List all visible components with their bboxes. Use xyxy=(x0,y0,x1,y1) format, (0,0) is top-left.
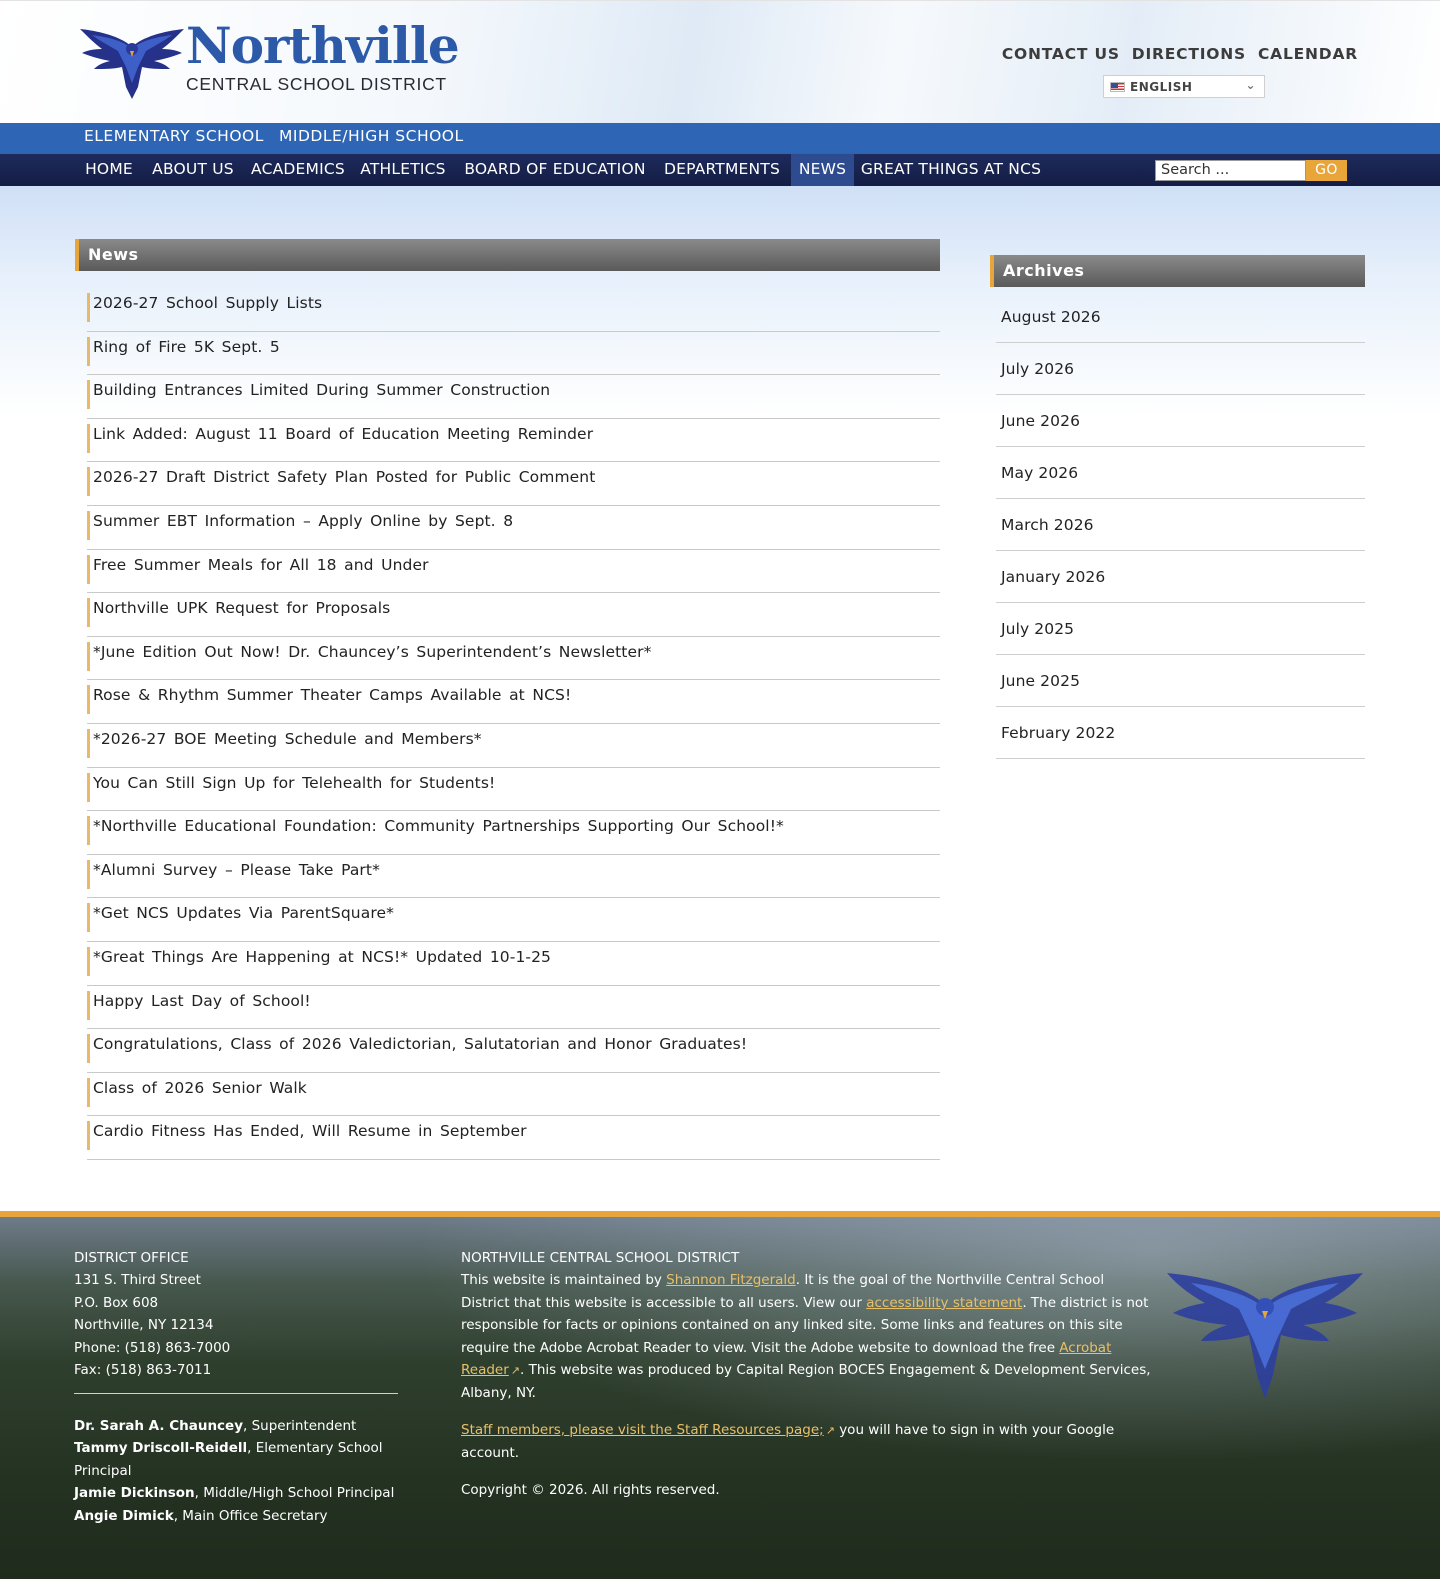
news-link[interactable]: 2026-27 Draft District Safety Plan Posted for Public Comment xyxy=(93,468,596,487)
eagle-logo-icon xyxy=(78,27,186,101)
office-po-box: P.O. Box 608 xyxy=(74,1294,159,1311)
news-link[interactable]: Rose & Rhythm Summer Theater Camps Available at NCS! xyxy=(93,686,572,705)
news-item[interactable] xyxy=(87,375,940,419)
chevron-down-icon: ⌄ xyxy=(1245,78,1256,92)
office-city: Northville, NY 12134 xyxy=(74,1317,214,1334)
contact-us-link[interactable]: CONTACT US xyxy=(1001,45,1120,63)
news-heading: News xyxy=(75,239,940,271)
calendar-link[interactable]: CALENDAR xyxy=(1257,45,1358,63)
staff-name: Angie Dimick xyxy=(74,1507,174,1524)
news-link[interactable]: Happy Last Day of School! xyxy=(93,991,311,1010)
news-link[interactable]: Congratulations, Class of 2026 Valedictorian, Salutatorian and Honor Graduates! xyxy=(93,1035,748,1054)
district-logo[interactable] xyxy=(78,16,459,103)
archive-link[interactable]: May 2026 xyxy=(1001,464,1079,482)
search-input[interactable]: Search ... xyxy=(1155,160,1306,181)
news-item[interactable] xyxy=(87,462,940,506)
staff-name: Jamie Dickinson xyxy=(74,1485,195,1502)
archive-item[interactable] xyxy=(996,499,1365,551)
utility-links xyxy=(1002,45,1358,63)
archive-item[interactable] xyxy=(996,603,1365,655)
news-item[interactable] xyxy=(87,724,940,768)
acrobat-link-label: Acrobat Reader xyxy=(461,1339,1112,1379)
archive-item[interactable] xyxy=(996,291,1365,343)
staff-name: Dr. Sarah A. Chauncey xyxy=(74,1418,244,1434)
archives-list xyxy=(996,291,1365,759)
news-item[interactable] xyxy=(87,288,940,332)
archive-link[interactable]: June 2026 xyxy=(1001,412,1081,430)
staff-link-label: Staff members, please visit the Staff Resources page; xyxy=(461,1421,824,1438)
nav-item-about-us[interactable]: ABOUT US xyxy=(152,160,234,178)
office-title: DISTRICT OFFICE xyxy=(74,1250,189,1266)
archive-link[interactable]: July 2025 xyxy=(1001,620,1075,638)
external-link-icon: ↗ xyxy=(510,1364,520,1378)
statement-text: . This website was produced by Capital Region BOCES Engagement & Development Services, Albany, NY. xyxy=(461,1362,1151,1402)
staff-role: , Superintendent xyxy=(243,1418,357,1434)
archive-link[interactable]: July 2026 xyxy=(1001,360,1075,378)
main-nav xyxy=(0,153,1440,186)
news-link[interactable]: *June Edition Out Now! Dr. Chauncey’s Superintendent’s Newsletter* xyxy=(93,642,652,661)
staff-entry xyxy=(74,1505,404,1527)
news-link[interactable]: *Alumni Survey – Please Take Part* xyxy=(93,860,380,879)
news-item[interactable] xyxy=(87,986,940,1030)
news-item[interactable] xyxy=(87,855,940,899)
district-statement xyxy=(461,1247,1151,1501)
news-item[interactable] xyxy=(87,1116,940,1160)
staff-role: , Main Office Secretary xyxy=(173,1507,328,1524)
office-fax: Fax: (518) 863-7011 xyxy=(74,1362,212,1379)
archive-item[interactable] xyxy=(996,343,1365,395)
news-link[interactable]: *2026-27 BOE Meeting Schedule and Members* xyxy=(93,729,482,748)
news-link[interactable]: Building Entrances Limited During Summer Construction xyxy=(93,381,551,400)
news-item[interactable] xyxy=(87,419,940,463)
news-item[interactable] xyxy=(87,1029,940,1073)
language-label: ENGLISH xyxy=(1130,79,1193,94)
us-flag-icon xyxy=(1110,82,1125,92)
news-item[interactable] xyxy=(87,811,940,855)
news-link[interactable]: Ring of Fire 5K Sept. 5 xyxy=(93,337,280,356)
news-link[interactable]: *Northville Educational Foundation: Community Partnerships Supporting Our School!* xyxy=(93,817,784,836)
news-item[interactable] xyxy=(87,1073,940,1117)
middle-high-school-link[interactable]: MIDDLE/HIGH SCHOOL xyxy=(279,127,464,145)
school-bar xyxy=(0,123,1440,153)
accessibility-statement-link[interactable]: accessibility statement xyxy=(866,1294,1023,1311)
staff-resources-line xyxy=(461,1419,1151,1465)
news-item[interactable] xyxy=(87,768,940,812)
news-link[interactable]: Northville UPK Request for Proposals xyxy=(93,599,391,618)
news-item[interactable] xyxy=(87,593,940,637)
district-office-info xyxy=(74,1247,399,1381)
archive-link[interactable]: February 2022 xyxy=(1001,724,1116,742)
elementary-school-link[interactable]: ELEMENTARY SCHOOL xyxy=(84,127,264,145)
staff-entry xyxy=(74,1437,404,1482)
district-title: NORTHVILLE CENTRAL SCHOOL DISTRICT xyxy=(461,1250,740,1266)
news-item[interactable] xyxy=(87,898,940,942)
staff-role: , Elementary School Principal xyxy=(74,1440,383,1479)
nav-item-departments[interactable]: DEPARTMENTS xyxy=(663,160,781,178)
news-item[interactable] xyxy=(87,680,940,724)
news-link[interactable]: Link Added: August 11 Board of Education Meeting Reminder xyxy=(93,424,594,443)
archive-item[interactable] xyxy=(996,447,1365,499)
office-street: 131 S. Third Street xyxy=(74,1272,201,1289)
logo-subtitle: CENTRAL SCHOOL DISTRICT xyxy=(186,74,447,94)
site-header xyxy=(0,0,1440,123)
news-link[interactable]: Free Summer Meals for All 18 and Under xyxy=(93,555,429,574)
staff-resources-link[interactable] xyxy=(461,1422,835,1438)
maintainer-link[interactable]: Shannon Fitzgerald xyxy=(666,1272,796,1289)
nav-item-athletics[interactable]: ATHLETICS xyxy=(360,160,446,178)
statement-text: you will have to sign in with your Google account. xyxy=(461,1421,1115,1462)
archive-item[interactable] xyxy=(996,655,1365,707)
nav-item-great-things[interactable]: GREAT THINGS AT NCS xyxy=(860,160,1042,178)
news-item[interactable] xyxy=(87,637,940,681)
footer-divider xyxy=(74,1393,398,1394)
office-phone: Phone: (518) 863-7000 xyxy=(74,1339,231,1356)
archive-link[interactable]: June 2025 xyxy=(1001,672,1081,690)
news-list xyxy=(87,288,940,1160)
archive-item[interactable] xyxy=(996,395,1365,447)
language-select[interactable] xyxy=(1103,75,1265,98)
news-link[interactable]: *Great Things Are Happening at NCS!* Updated 10-1-25 xyxy=(93,947,552,966)
archive-item[interactable] xyxy=(996,551,1365,603)
nav-item-board-of-education[interactable]: BOARD OF EDUCATION xyxy=(464,160,646,178)
news-item[interactable] xyxy=(87,332,940,376)
news-item[interactable] xyxy=(87,550,940,594)
logo-name: Northville xyxy=(186,16,459,75)
news-link[interactable]: Class of 2026 Senior Walk xyxy=(93,1078,307,1097)
staff-directory xyxy=(74,1415,404,1527)
nav-item-academics[interactable]: ACADEMICS xyxy=(251,160,345,178)
copyright: Copyright © 2026. All rights reserved. xyxy=(461,1481,720,1498)
nav-item-news[interactable]: NEWS xyxy=(791,154,854,186)
news-link[interactable]: Cardio Fitness Has Ended, Will Resume in September xyxy=(93,1122,527,1141)
site-footer xyxy=(0,1211,1440,1579)
news-link[interactable]: *Get NCS Updates Via ParentSquare* xyxy=(93,904,394,923)
external-link-icon: ↗ xyxy=(825,1423,835,1437)
staff-name: Tammy Driscoll-Reidell xyxy=(74,1440,248,1457)
archive-link[interactable]: March 2026 xyxy=(1001,516,1094,534)
nav-item-home[interactable]: HOME xyxy=(85,160,133,178)
directions-link[interactable]: DIRECTIONS xyxy=(1131,45,1246,63)
archive-item[interactable] xyxy=(996,707,1365,759)
archive-link[interactable]: January 2026 xyxy=(1001,568,1106,586)
news-item[interactable] xyxy=(87,506,940,550)
staff-role: , Middle/High School Principal xyxy=(194,1485,395,1502)
eagle-mascot-icon xyxy=(1163,1265,1368,1405)
go-button[interactable]: GO xyxy=(1306,160,1347,181)
staff-entry xyxy=(74,1415,404,1437)
news-link[interactable]: 2026-27 School Supply Lists xyxy=(93,294,323,312)
maintenance-statement xyxy=(461,1269,1151,1404)
news-item[interactable] xyxy=(87,942,940,986)
statement-text: . The district is not responsible for facts or opinions contained on any linked site. Some links and features on this site require the Adobe Acrobat Reader to view. Visit the Adobe website to download the free xyxy=(461,1294,1149,1356)
staff-entry xyxy=(74,1482,404,1504)
archives-heading: Archives xyxy=(990,255,1365,287)
statement-text: . It is the goal of the Northville Central School District that this website is accessible to all users. View our xyxy=(461,1272,1105,1311)
archive-link[interactable]: August 2026 xyxy=(1001,308,1101,326)
news-link[interactable]: Summer EBT Information – Apply Online by Sept. 8 xyxy=(93,511,514,530)
statement-text: This website is maintained by xyxy=(461,1272,667,1289)
news-link[interactable]: You Can Still Sign Up for Telehealth for Students! xyxy=(93,773,496,792)
